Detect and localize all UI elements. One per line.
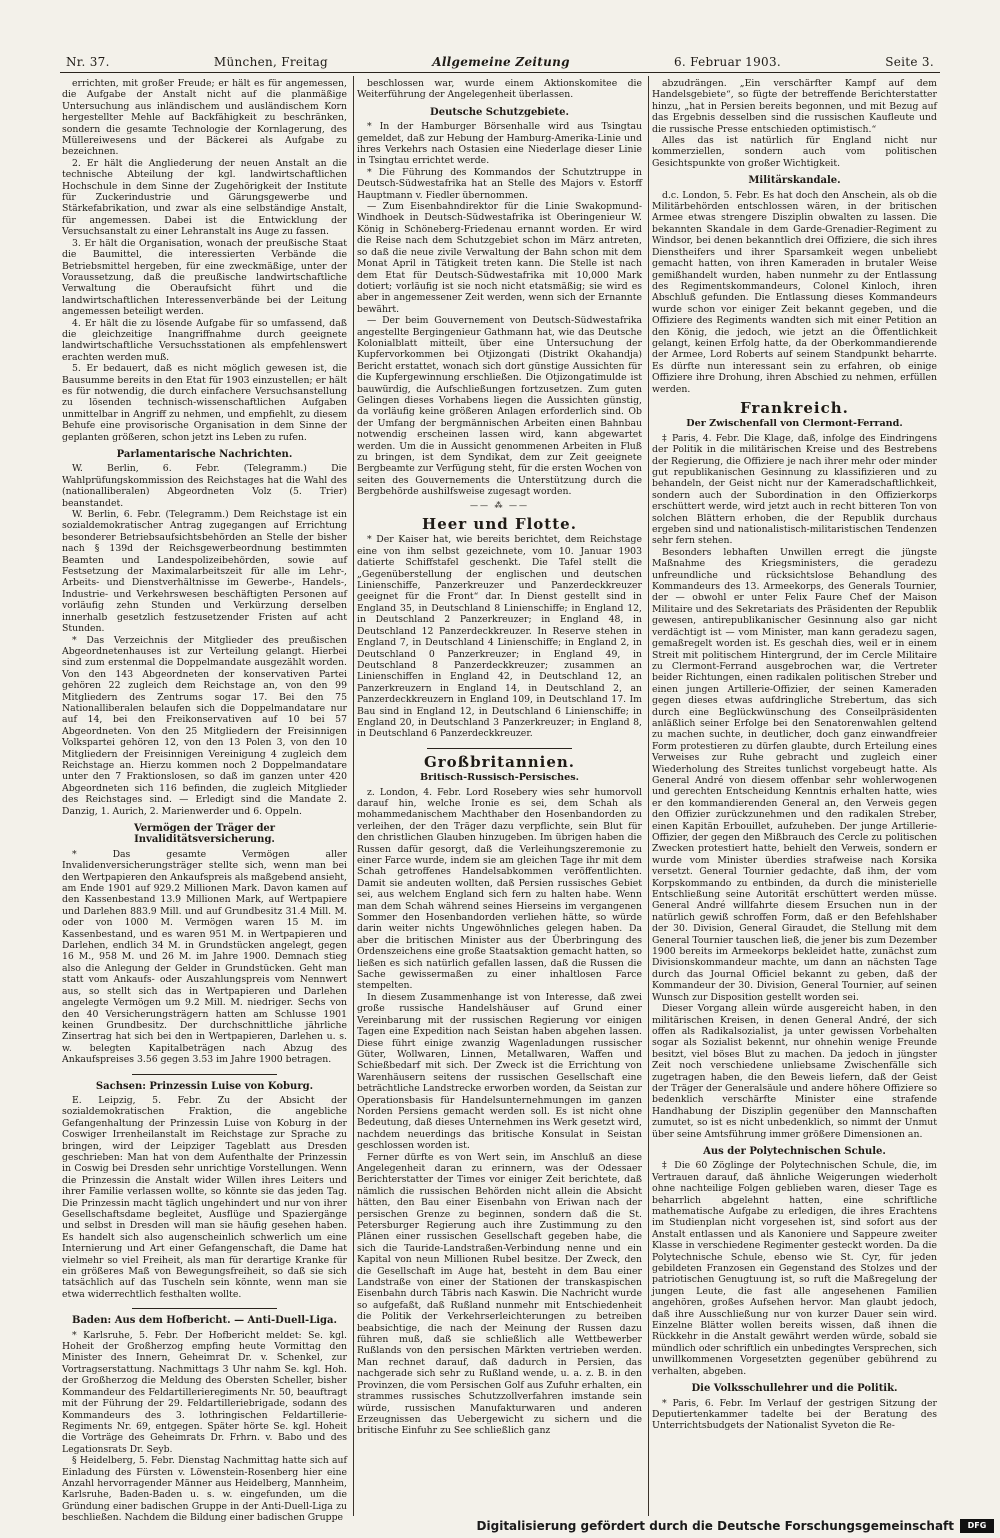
- article-paragraph: Dieser Vorgang allein würde ausgereicht haben, in den militärischen Kreisen, in denen General André, der sich offen als Radikalsozialist, ja unter gewissen Vorbehalten sogar als Sozialist bekennt, nur ohnehin wenige Freunde besitzt, viel böses Blut zu machen. Da jedoch in jüngster Zeit noch verschiedene unliebsame Zwischenfälle sich zugetragen haben, die den Beweis liefern, daß der Geist der Träger der Generalsäule und andere höhere Offiziere so bedenklich verschärfte Minister eine strafende Handhabung der Disziplin gegenüber den Mannschaften zumutet, so ist es nicht unbedenklich, so nimmt der Unmut über seine Amtsführung immer größere Dimensionen an.: [652, 1003, 937, 1140]
- article-paragraph: 4. Er hält die zu lösende Aufgabe für so umfassend, daß die gleichzeitige Inangriffnahme durch geeignete landwirtschaftliche Versuchsstationen als empfehlenswert erachten werden muß.: [62, 317, 347, 363]
- country-heading: Frankreich.: [740, 398, 849, 417]
- subheading: Britisch-Russisch-Persisches.: [420, 772, 579, 784]
- article-paragraph: § Heidelberg, 5. Febr. Dienstag Nachmittag hatte sich auf Einladung des Fürsten v. Löwenstein-Rosenberg hier eine Anzahl hervorragender Männer aus Heidelberg, Mannheim, Karlsruhe, Baden-Baden u. s. w. eingefunden, um die Gründung einer badischen Gruppe in der Anti-Duell-Liga zu beschließen. Nachdem die Bildung einer badischen Gruppe: [62, 1455, 347, 1524]
- column-divider: [648, 76, 649, 1516]
- section-rule: [427, 748, 572, 749]
- section-heading: Sachsen: Prinzessin Luise von Koburg.: [95, 1080, 314, 1092]
- article-paragraph: * In der Hamburger Börsenhalle wird aus Tsingtau gemeldet, daß zur Hebung der Hamburg-Amerika-Linie und ihres Verkehrs nach Ostasien eine Niederlage dieser Linie in Tsingtau errichtet werde.: [357, 121, 642, 167]
- page-number: Seite 3.: [885, 55, 934, 69]
- article-paragraph: Besonders lebhaften Unwillen erregt die jüngste Maßnahme des Kriegsministers, die geradezu unfreundliche und rücksichtslose Behandlung des Kommandeurs des 13. Armeekorps, des Generals Tournier, der — obwohl er unter Felix Faure Chef der Maison Militaire und des Sekretariats des Präsidenten der Republik gewesen, antirepublikanischer Gesinnung also gar nicht verdächtigt ist — vom Minister, man kann geradezu sagen, gemaßregelt worden ist. Es geschah dies, weil er in einem Streit mit politischem Hintergrund, der im Cercle Militaire zu Clermont-Ferrand ausgebrochen war, die Vertreter beider Richtungen, einen radikalen politischen Streber und einen jungen Artillerie-Offizier, der seinen Kameraden gegen dieses etwas aufdringliche Strebertum, das sich durch eine Beglückwünschung des Conseilpräsidenten anläßlich seiner Erfolge bei den Senatorenwahlen geltend zu machen suchte, in deutlicher, doch ganz einwandfreier Form protestieren zu dürfen glaubte, durch Erteilung eines Verweises zur Ruhe gebracht und zugleich einer Wiederholung des Streites tunlichst vorgebeugt hatte. Als General André von diesem offenbar sehr wohlerwogenen und gerechten Entscheidung Kenntnis erhalten hatte, wies er den kommandierenden General an, den Verweis gegen den Offizier zurückzunehmen und den radikalen Streber, einen Kapitän Erbouillet, aufzuheben. Der junge Artillerie-Offizier, der gegen den Mißbrauch des Cercle zu politischen Zwecken protestiert hatte, behielt den Verweis, sondern er wurde vom Minister überdies strafweise nach Korsika versetzt. General Tournier gedachte, daß ihm, der vom Korpskommando zu entbinden, da durch die ministerielle Entschließung seine Autorität erschüttert werden müsse. General André willfahrte diesem Ersuchen nun in der natürlich gewiß schroffen Form, daß er den Befehlshaber der 30. Division, General Giraudet, die Stellung mit dem General Tournier tauschen ließ, die jener bis zum Dezember 1900 bereits im Armeekorps bekleidet hatte, zunächst zum Divisionskommandeur machte, um dann an nächsten Tage durch das Journal Officiel bekannt zu geben, daß der Kommandeur der 30. Division, General Tournier, auf seinen Wunsch zur Disposition gestellt worden sei.: [652, 546, 937, 1003]
- subheading: Der Zwischenfall von Clermont-Ferrand.: [686, 418, 903, 430]
- dfg-logo: DFG: [960, 1519, 994, 1533]
- article-paragraph: — Der beim Gouvernement von Deutsch-Südwestafrika angestellte Bergingenieur Gathmann hat, wie das Deutsche Kolonialblatt mitteilt, über eine Untersuchung der Kupfervorkommen bei Otjizongati (Distrikt Okahandja) Bericht erstattet, wonach sich dort günstige Aussichten für die Kupfergewinnung erschließen. Die Otjizongatimulde ist bauwürdig, die Aufschließungen fortzusetzen. Zum guten Gelingen dieses Vorhabens liegen die Aussichten günstig, da vorläufig keine größeren Anlagen erforderlich sind. Ob der Umfang der bergmännischen Arbeiten einen Bahnbau notwendig erscheinen lassen wird, kann abgewartet werden. Um die in Aussicht genommenen Arbeiten in Fluß zu bringen, ist dem Syndikat, dem zur Zeit geeignete Bergbeamte zur Verfügung steht, für die ersten Wochen von seiten des Gouvernements die Unterstützung durch die Bergbehörde aushilfsweise zugesagt worden.: [357, 315, 642, 498]
- issue-number: Nr. 37.: [66, 55, 110, 69]
- article-paragraph: * Karlsruhe, 5. Febr. Der Hofbericht meldet: Se. kgl. Hoheit der Großherzog empfing heute Vormittag den Minister des Innern, Geheimrat Dr. v. Schenkel, zur Vortragserstattung. Nachmittags 3 Uhr nahm Se. kgl. Hoh. der Großherzog die Meldung des Obersten Scheller, bisher Kommandeur des Feldartillerieregiments Nr. 50, beauftragt mit der Führung der 29. Feldartilleriebrigade, sodann des Kommandeurs des 3. lothringischen Feldartillerie-Regiments Nr. 69, entgegen. Später hörte Se. kgl. Hoheit die Vorträge des Geheimrats Dr. Frhrn. v. Babo und des Legationsrats Dr. Seyb.: [62, 1329, 347, 1455]
- issue-date: 6. Februar 1903.: [674, 55, 782, 69]
- article-paragraph: W. Berlin, 6. Febr. (Telegramm.) Dem Reichstage ist ein sozialdemokratischer Antrag zugegangen auf Errichtung besonderer Betriebsaufsichtsbehörden an Stelle der bisher nach § 139d der Reichsgewerbeordnung bestimmten Beamten und Landespolizeibehörden, sowie auf Festsetzung der Maximalarbeitszeit für alle im Lehr-, Arbeits- und Dienstverhältnisse im Gewerbe-, Handels-, Industrie- und Verkehrswesen beschäftigten Personen auf vorläufig zehn Stunden und Verkürzung derselben innerhalb gesetzlich festzusetzender Fristen auf acht Stunden.: [62, 509, 347, 635]
- country-heading: Großbritannien.: [423, 752, 576, 771]
- article-paragraph: * Das Verzeichnis der Mitglieder des preußischen Abgeordnetenhauses ist zur Verteilung gelangt. Hierbei sind zum erstenmal die Doppelmandate ausgezählt worden. Von den 143 Abgeordneten der konservativen Partei gehören 22 zugleich dem Reichstage an, von den 99 Mitgliedern des Zentrums sogar 17. Bei den 75 Nationalliberalen belaufen sich die Doppelmandatare nur auf 14, bei den Freikonservativen auf 10 bei 57 Abgeordneten. Von den 25 Mitgliedern der Freisinnigen Volkspartei gehören 12, von den 13 Polen 3, von den 10 Mitgliedern der Freisinnigen Vereinigung 4 zugleich dem Reichstage an. Hierzu kommen noch 2 Doppelmandatare unter den 7 Fraktionslosen, so daß im ganzen unter 420 Abgeordneten sich 116 befinden, die zugleich Mitglieder des Reichstages sind. — Erledigt sind die Mandate 2. Danzig, 1. Aurich, 2. Marienwerder und 6. Oppeln.: [62, 634, 347, 817]
- header-rule: [60, 72, 940, 73]
- article-paragraph: errichten, mit großer Freude; er hält es für angemessen, die Aufgabe der Anstalt nicht auf die planmäßige Untersuchung aus inländischem und ausländischem Korn hergestellter Mehle auf Backfähigkeit zu beschränken, sondern die gesamte Technologie der Kornlagerung, des Müllereiwesens und der Bäckerei als Aufgabe zu bezeichnen.: [62, 78, 347, 158]
- column-1: [62, 78, 347, 1524]
- article-paragraph: Ferner dürfte es von Wert sein, im Anschluß an diese Angelegenheit daran zu erinnern, was der Odessaer Berichterstatter der Times vor einiger Zeit berichtete, daß nämlich die russischen Behörden nicht allein die Absicht hätten, den Bau einer Eisenbahn von Eriwan nach der persischen Grenze zu beginnen, sondern daß die St. Petersburger Regierung auch ihre Zustimmung zu den Plänen einer russischen Gesellschaft gegeben habe, die sich die Tauride-Landstraßen-Verbindung nenne und ein Kapital von neun Millionen Rubel besitze. Der Zweck, den die Gesellschaft im Auge hat, besteht in dem Bau einer Landstraße von einer der Stationen der transkaspischen Eisenbahn durch Täbris nach Kaswin. Die Nachricht wurde so aufgefaßt, daß Rußland nunmehr mit Entschiedenheit die Politik der Verkehrserleichterungen zu betreiben beabsichtige, die nach der Meinung der Russen dazu führen muß, daß sie schließlich alle Wettbewerber Rußlands von den persischen Märkten vertrieben werden. Man rechnet darauf, daß dadurch in Persien, das nachgerade sich sehr zu Rußland wende, u. a. z. B. in den Provinzen, die vom Persischen Golf aus Zufuhr erhalten, ein strammes russisches Schutzzollverfahren imstande sein würde, russischen Manufakturwaren und anderen Erzeugnissen das Uebergewicht zu sichern und die britische Einfuhr zu See schließlich ganz: [357, 1151, 642, 1437]
- ornament-divider: —— ⁂ ——: [469, 500, 530, 510]
- article-paragraph: In diesem Zusammenhange ist von Interesse, daß zwei große russische Handelshäuser auf Grund einer Vereinbarung mit der russischen Regierung vor einigen Tagen eine Expedition nach Seistan haben abgehen lassen. Diese führt einige zwanzig Wagenladungen russischer Güter, Wollwaren, Linnen, Metallwaren, Waffen und Schießbedarf mit sich. Der Zweck ist die Errichtung von Warenhäusern seitens der russischen Gesellschaft eine beträchtliche Landstrecke erworben worden, da Seistan zur Operationsbasis für Handelsunternehmungen im ganzen Norden Persiens gemacht werden soll. Es ist nicht ohne Bedeutung, daß dieses Unternehmen ins Werk gesetzt wird, nachdem neuerdings das britische Konsulat in Seistan geschlossen worden ist.: [357, 991, 642, 1152]
- article-paragraph: z. London, 4. Febr. Lord Rosebery wies sehr humorvoll darauf hin, welche Ironie es sei, dem Schah als mohammedanischem Machthaber den Hosenbandorden zu verleihen, der den Träger dazu verpflichte, sein Blut für den christlichen Glauben hinzugeben. Im übrigen haben die Russen dafür gesorgt, daß die Verleihungszeremonie zu einer Farce wurde, indem sie am gleichen Tage ihr mit dem Schah getroffenes Handelsabkommen veröffentlichten. Damit sie andeuten wollten, daß Persien russisches Gebiet sei, aus welchem England sich fern zu halten habe. Wenn man dem Schah während seines Hierseins im vergangenen Sommer den Hosenbandorden verliehen hätte, so würde darin weiter nichts Ungewöhnliches gelegen haben. Da aber die britischen Minister aus der Überbringung des Ordenszeichens eine große Staatsaktion gemacht hatten, so ließen es sich natürlich gefallen lassen, daß die Russen die Sache gewissermaßen zu einer inhaltlosen Farce stempelten.: [357, 786, 642, 992]
- column-divider: [353, 76, 354, 1516]
- article-paragraph: 3. Er hält die Organisation, wonach der preußische Staat die Baumittel, die interessierten Verbände die Betriebsmittel hergeben, für eine zweckmäßige, unter der Voraussetzung, daß die preußische landwirtschaftliche Verwaltung die Oberaufsicht führt und die landwirtschaftlichen Interessenverbände bei der Leitung angemessen beteiligt werden.: [62, 237, 347, 318]
- page-header: [66, 52, 934, 72]
- section-rule: [132, 1308, 277, 1309]
- section-heading: Militärskandale.: [748, 175, 841, 187]
- section-heading: Deutsche Schutzgebiete.: [430, 106, 569, 118]
- article-paragraph: Alles das ist natürlich für England nicht nur kommerziellen, sondern auch vom politischen Gesichtspunkte von großer Wichtigkeit.: [652, 135, 937, 169]
- article-paragraph: 5. Er bedauert, daß es nicht möglich gewesen ist, die Bausumme bereits in den Etat für 1903 einzustellen; er hält es für notwendig, die durch einfachere Versuchsanstellung zu lösenden technisch-wissenschaftlichen Aufgaben unmittelbar in Angriff zu nehmen, und empfiehlt, zu diesem Behufe eine provisorische Organisation in dem Sinne der geplanten größeren, schon jetzt ins Leben zu rufen.: [62, 363, 347, 443]
- section-heading: Die Volksschullehrer und die Politik.: [691, 1383, 898, 1395]
- article-paragraph: E. Leipzig, 5. Febr. Zu der Absicht der sozialdemokratischen Fraktion, die angebliche Gefangenhaltung der Prinzessin Luise von Koburg in der Coswiger Irrenheilanstalt im Reichstage zur Sprache zu bringen, wird der Leipziger Tageblatt aus Dresden geschrieben: Man hat von dem Aufenthalte der Prinzessin in Coswig bei Dresden sehr unrichtige Vorstellungen. Wenn die Prinzessin die Anstalt wider Willen ihres Leiters und ihrer Familie verlassen wollte, so könnte sie das jeden Tag. Die Prinzessin macht täglich ungehindert und nur von ihrer Gesellschaftsdame begleitet, Ausflüge und Spaziergänge und selbst in Dresden will man sie häufig gesehen haben. Es handelt sich also augenscheinlich schwerlich um eine Internierung und Art einer Gefangenschaft, die Dame hat vielmehr so viel Freiheit, als man für derartige Kranke für ein größeres Maß von Bewegungsfreiheit, so daß sie sich tatsächlich auf das Tuscheln sein könnte, wenn man sie etwa widerrechtlich festhalten wollte.: [62, 1094, 347, 1300]
- article-paragraph: * Der Kaiser hat, wie bereits berichtet, dem Reichstage eine von ihm selbst gezeichnete, vom 10. Januar 1903 datierte Schiffstafel geschenkt. Die Tafel stellt die „Gegenüberstellung der englischen und deutschen Linienschiffe, Panzerkreuzer und Panzerdeckkreuzer geeignet für die Front“ dar. In Dienst gestellt sind in England 35, in Deutschland 8 Linienschiffe; in England 12, in Deutschland 2 Panzerkreuzer; in England 48, in Deutschland 12 Panzerdeckkreuzer. In Reserve stehen in England 7, in Deutschland 4 Linienschiffe; in England 2, in Deutschland 0 Panzerkreuzer; in England 49, in Deutschland 8 Panzerdeckkreuzer; zusammen an Linienschiffen in England 42, in Deutschland 12, an Panzerkreuzern in England 14, in Deutschland 2, an Panzerdeckkreuzern in England 109, in Deutschland 17. Im Bau sind in England 12, in Deutschland 6 Linienschiffe; in England 20, in Deutschland 3 Panzerkreuzer; in England 8, in Deutschland 6 Panzerdeckkreuzer.: [357, 534, 642, 740]
- article-paragraph: d.c. London, 5. Febr. Es hat doch den Anschein, als ob die Militärbehörden entschlossen wären, in der britischen Armee etwas strengere Disziplin obwalten zu lassen. Die bekannten Skandale in dem Garde-Grenadier-Regiment zu Windsor, bei denen bekanntlich drei Offiziere, die sich ihres Dienstheifers und ihrer Sparsamkeit wegen unbeliebt gemacht hatten, von ihren Kameraden in brutaler Weise gemißhandelt wurden, haben nunmehr zu der Entlassung des Regimentskommandeurs, Colonel Kinloch, ihren Abschluß gefunden. Die Entlassung dieses Kommandeurs wurde schon vor einiger Zeit bekannt gegeben, und die Offiziere des Regiments wandten sich mit einer Petition an den König, die jedoch, wie jetzt an die Öffentlichkeit gelangt, keinen Erfolg hatte, da der Oberkommandierende der Armee, Lord Roberts auf seinem Standpunkt beharrte. Es dürfte nun interessant sein zu erfahren, ob einige Offiziere ihre Drohung, ihren Abschied zu nehmen, erfüllen werden.: [652, 189, 937, 395]
- article-paragraph: ‡ Die 60 Zöglinge der Polytechnischen Schule, die, im Vertrauen darauf, daß ähnliche Weigerungen wiederholt ohne nachteilige Folgen geblieben waren, dieser Tage es beharrlich abgelehnt hatten, eine schriftliche mathematische Aufgabe zu erledigen, die ihres Erachtens im Studienplan nicht vorgesehen ist, sind sofort aus der Anstalt entlassen und als Kanoniere und Sappeure zweiter Klasse in verschiedene Regimenter gesteckt worden. Da die Polytechnische Schule, ebenso wie St. Cyr, für jeden gebildeten Franzosen ein Gegenstand des Stolzes und der patriotischen Genugtuung ist, so ruft die Maßregelung der jungen Leute, die fast alle angesehenen Familien angehören, großes Aufsehen hervor. Man glaubt jedoch, daß ihre Ausschließung nur von kurzer Dauer sein wird. Einzelne Blätter wollen bereits wissen, daß ihnen die Rückkehr in die Anstalt gewährt werden würde, sobald sie mündlich oder schriftlich ein unbedingtes Versprechen, sich unwillkommenen Vorgesetzten gegenüber gebührend zu verhalten, abgeben.: [652, 1160, 937, 1377]
- article-paragraph: 2. Er hält die Angliederung der neuen Anstalt an die technische Abteilung der kgl. landwirtschaftlichen Hochschule in dem Sinne der Zugehörigkeit der Institute für Zuckerindustrie und Gärungsgewerbe und Stärkefabrikation, und zwar als eine selbständige Anstalt, für angemessen. Dabei ist die Entwicklung der Versuchsanstalt zu einer Lehranstalt ins Auge zu fassen.: [62, 157, 347, 238]
- column-3: [652, 78, 937, 1503]
- article-paragraph: — Zum Eisenbahndirektor für die Linie Swakopmund-Windhoek in Deutsch-Südwestafrika ist Oberingenieur W. König in Schöneberg-Friedenau ernannt worden. Er wird die Reise nach dem Schutzgebiet schon im März antreten, so daß die neue zivile Verwaltung der Bahn schon mit dem Monat April in Tätigkeit treten kann. Die Stelle ist nach dem Etat für Deutsch-Südwestafrika mit 10,000 Mark dotiert; vorläufig ist sie noch nicht etatsmäßig; sie wird es aber in angemessener Zeit werden, wenn sich der Ernannte bewährt.: [357, 201, 642, 315]
- article-paragraph: beschlossen war, wurde einem Aktionskomitee die Weiterführung der Angelegenheit überlassen.: [357, 78, 642, 101]
- article-paragraph: W. Berlin, 6. Febr. (Telegramm.) Die Wahlprüfungskommission des Reichstages hat die Wahl des (nationalliberalen) Abgeordneten Volz (5. Trier) beanstandet.: [62, 463, 347, 509]
- article-paragraph: ‡ Paris, 4. Febr. Die Klage, daß, infolge des Eindringens der Politik in die militärischen Kreise und des Bestrebens der Regierung, die Offiziere je nach ihrer mehr oder minder gut republikanischen Gesinnung zu klassifizieren und zu behandeln, der Geist nicht nur der Kameradschaftlichkeit, sondern auch der Subordination in den Offizierkorps erschüttert werde, wird jetzt auch in recht bitteren Ton von solchen Blättern erhoben, die der Republik durchaus ergeben sind und nationalistisch-militaristischen Tendenzen sehr fern stehen.: [652, 432, 937, 547]
- article-paragraph: * Paris, 6. Febr. Im Verlauf der gestrigen Sitzung der Deputiertenkammer tadelte bei der Beratung des Unterrichtsbudgets der Nationalist Syveton die Re-: [652, 1397, 937, 1432]
- section-heading: Aus der Polytechnischen Schule.: [703, 1145, 886, 1157]
- article-paragraph: abzudrängen. „Ein verschärfter Kampf auf dem Handelsgebiete“, so fügte der betreffende Berichterstatter hinzu, „hat in Persien bereits begonnen, und mit Bezug auf das Ergebnis desselben sind die russischen Kaufleute und die russische Presse entschieden optimistisch.“: [652, 78, 937, 135]
- article-paragraph: * Das gesamte Vermögen aller Invalidenversicherungsträger stellte sich, wenn man bei den Wertpapieren den Ankaufspreis als maßgebend ansieht, am Ende 1901 auf 929.2 Millionen Mark. Davon kamen auf den Kassenbestand 13.9 Millionen Mark, auf Wertpapiere und Darlehen 883.9 Mill. und auf Grundbesitz 31.4 Mill. M. oder von 1000 M. Vermögen waren 15 M. im Kassenbestand, und es waren 951 M. in Wertpapieren und Darlehen, endlich 34 M. in Grundstücken angelegt, gegen 16 M., 958 M. und 26 M. im Jahre 1900. Demnach stieg also die Anlegung der Gelder in Grundstücken. Geht man statt vom Ankaufs- oder Auszahlungspreis vom Nennwert aus, so stellt sich das in Wertpapieren und Darlehen angelegte Vermögen um 9.2 Mill. M. niedriger. Sechs von den 40 Versicherungsträgern hatten am Schlusse 1901 keinen Grundbesitz. Der durchschnittliche jährliche Zinsertrag hat sich bei den in Wertpapieren, Darlehen u. s. w. belegten Kapitalbeträgen nach Abzug des Ankaufspreises 3.56 gegen 3.53 im Jahre 1900 betragen.: [62, 848, 347, 1066]
- section-heading: Parlamentarische Nachrichten.: [116, 449, 293, 460]
- section-heading: Baden: Aus dem Hofbericht. — Anti-Duell-Liga.: [72, 1315, 337, 1327]
- article-paragraph: * Die Führung des Kommandos der Schutztruppe in Deutsch-Südwestafrika hat an Stelle des Majors v. Estorff Hauptmann v. Fiedler übernommen.: [357, 166, 642, 201]
- country-heading: Heer und Flotte.: [422, 515, 577, 534]
- column-2: [357, 78, 642, 1503]
- newspaper-title: Allgemeine Zeitung: [432, 55, 570, 69]
- section-rule: [132, 1074, 277, 1075]
- page-footer: [0, 1516, 1000, 1538]
- place-and-day: München, Freitag: [213, 55, 329, 69]
- funding-note: Digitalisierung gefördert durch die Deutsche Forschungsgemeinschaft: [476, 1519, 954, 1533]
- section-heading: Vermögen der Träger der Invaliditätsversicherung.: [133, 823, 276, 846]
